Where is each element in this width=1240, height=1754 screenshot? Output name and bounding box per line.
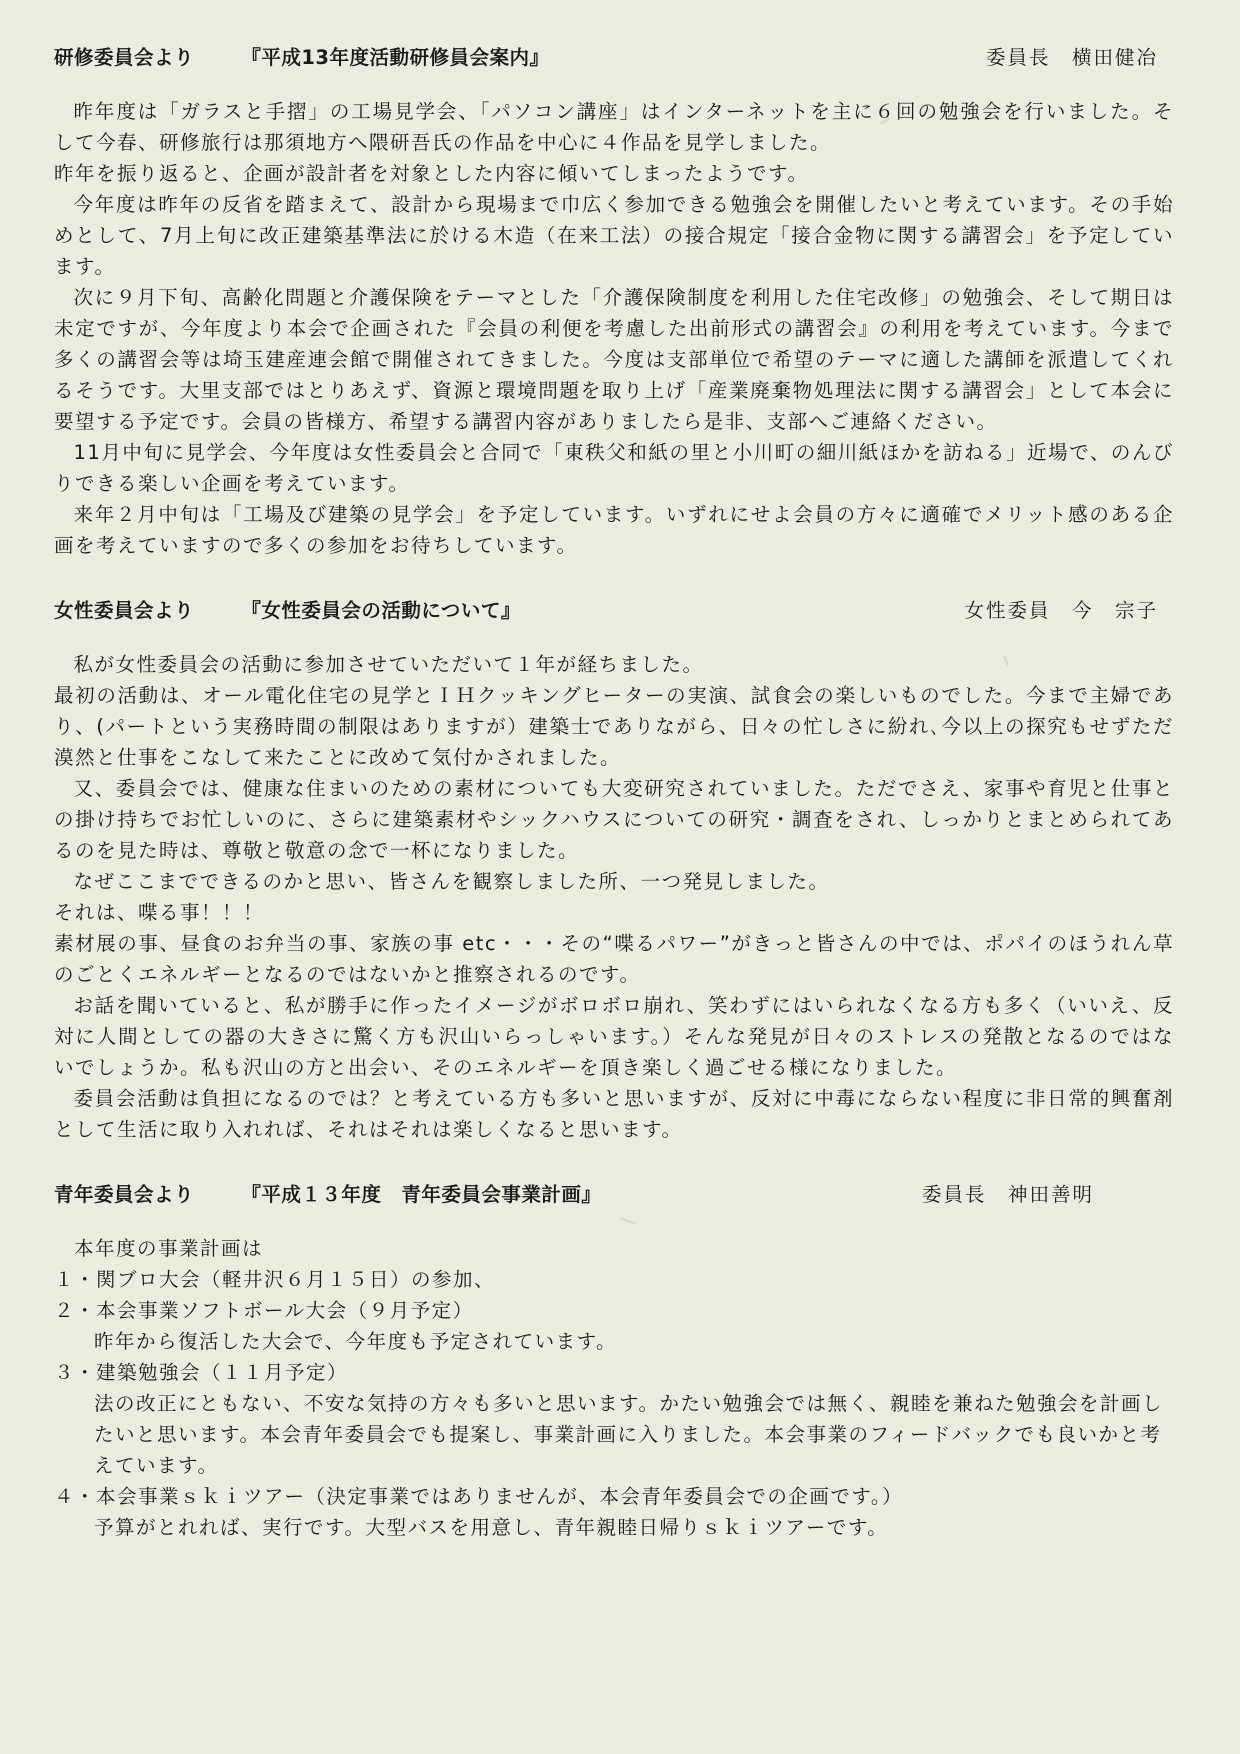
paragraph: 素材展の事、昼食のお弁当の事、家族の事 etc・・・その“喋るパワー”がきっと皆さんの中では、ポパイのほうれん草のごとくエネルギーとなるのではないかと推察されるのです。: [54, 932, 1174, 986]
section-header: [54, 42, 1174, 70]
committee-name: 女性委員会より: [54, 599, 195, 622]
plan-item-title: ３・建築勉強会（１１月予定）: [54, 1361, 349, 1384]
paragraph: 又、委員会では、健康な住まいのための素材についても大変研究されていました。ただでさえ、家事や育児と仕事との掛け持ちでお忙しいのに、さらに建築素材やシックハウスについての研究・調査をされ、しっかりとまとめられてあるのを見た時は、尊敬と敬意の念で一杯になりました。: [54, 777, 1174, 862]
section-author: 委員長 横田健冶: [985, 46, 1158, 69]
plan-item-title: ２・本会事業ソフトボール大会（９月予定）: [54, 1299, 474, 1322]
plan-item-title: １・関ブロ大会（軽井沢６月１５日）の参加、: [54, 1268, 496, 1291]
paragraph: なぜここまでできるのかと思い、皆さんを観察しました所、一つ発見しました。: [73, 870, 830, 893]
plan-item: [54, 1481, 1174, 1543]
plan-list: [54, 1264, 1174, 1543]
section-author: 委員長 神田善明: [921, 1183, 1094, 1206]
paragraph: 昨年を振り返ると、企画が設計者を対象とした内容に傾いてしまったようです。: [54, 162, 809, 185]
section-women-committee: [54, 595, 1174, 1145]
paragraph: 昨年度は「ガラスと手摺」の工場見学会、「パソコン講座」はインターネットを主に６回の勉強会を行いました。そして今春、研修旅行は那須地方へ隈研吾氏の作品を中心に４作品を見学しました。: [54, 100, 1174, 154]
plan-item: [54, 1295, 1174, 1357]
section-author: 女性委員 今 宗子: [964, 599, 1158, 622]
paragraph: 11月中旬に見学会、今年度は女性委員会と合同で「東秩父和紙の里と小川町の細川紙ほかを訪ねる」近場で、のんびりできる楽しい企画を考えています。: [54, 441, 1174, 495]
plan-intro: 本年度の事業計画は: [74, 1237, 264, 1260]
committee-name: 青年委員会より: [54, 1183, 195, 1206]
section-title: 『平成13年度活動研修員会案内』: [241, 46, 550, 69]
committee-name: 研修委員会より: [54, 46, 195, 69]
section-title: 『平成１３年度 青年委員会事業計画』: [241, 1183, 602, 1206]
section-header: [54, 1179, 1174, 1207]
plan-item-title: ４・本会事業ｓｋｉツアー（決定事業ではありませんが、本会青年委員会での企画です。）: [54, 1485, 904, 1508]
plan-item-detail: 予算がとれれば、実行です。大型バスを用意し、青年親睦日帰りｓｋｉツアーです。: [94, 1516, 889, 1539]
plan-item-detail: 法の改正にともない、不安な気持の方々も多いと思います。かたい勉強会では無く、親睦を兼ねた勉強会を計画したいと思います。本会青年委員会でも提案し、事業計画に入りました。本会事業のフィードバックでも良いかと考えています。: [94, 1392, 1164, 1477]
paragraph: 次に９月下旬、高齢化問題と介護保険をテーマとした「介護保険制度を利用した住宅改修」の勉強会、そして期日は未定ですが、今年度より本会で企画された『会員の利便を考慮した出前形式の講習会』の利用を考えています。今まで多くの講習会等は埼玉建産連会館で開催されてきました。今度は支部単位で希望のテーマに適した講師を派遣してくれるそうです。大里支部ではとりあえず、資源と環境問題を取り上げ「産業廃棄物処理法に関する講習会」として本会に要望する予定です。会員の皆様方、希望する講習内容がありましたら是非、支部へご連絡ください。: [54, 286, 1174, 433]
paragraph: それは、喋る事！！！: [54, 901, 265, 924]
paragraph: 最初の活動は、オール電化住宅の見学とＩＨクッキングヒーターの実演、試食会の楽しいものでした。今まで主婦であり、(パートという実務時間の制限はありますが）建築士でありながら、日々の忙しさに紛れ､今以上の探究もせずただ漠然と仕事をこなして来たことに改めて気付かされました。: [54, 684, 1174, 769]
paragraph: 私が女性委員会の活動に参加させていただいて１年が経ちました。: [73, 653, 704, 676]
paragraph: 委員会活動は負担になるのでは？と考えている方も多いと思いますが、反対に中毒にならない程度に非日常的興奮剤として生活に取り入れれば、それはそれは楽しくなると思います。: [54, 1087, 1174, 1141]
section-title: 『女性委員会の活動について』: [241, 599, 521, 622]
paragraph: お話を聞いていると、私が勝手に作ったイメージがボロボロ崩れ、笑わずにはいられなくなる方も多く（いいえ、反対に人間としての器の大きさに驚く方も沢山いらっしゃいます。）そんな発見が日々のストレスの発散となるのではないでしょうか。私も沢山の方と出会い、そのエネルギーを頂き楽しく過ごせる様になりました。: [54, 994, 1174, 1079]
section-youth-committee: [54, 1179, 1174, 1543]
plan-item-detail: 昨年から復活した大会で、今年度も予定されています。: [94, 1330, 618, 1353]
section-header: [54, 595, 1174, 623]
document-page: [54, 42, 1174, 1577]
paragraph: 今年度は昨年の反省を踏まえて、設計から現場まで巾広く参加できる勉強会を開催したいと考えています。その手始めとして、7月上旬に改正建築基準法に於ける木造（在来工法）の接合規定「接合金物に関する講習会」を予定しています。: [54, 193, 1174, 278]
section-training-committee: [54, 42, 1174, 561]
plan-item: [54, 1357, 1174, 1481]
plan-item: [54, 1264, 1174, 1295]
paragraph: 来年２月中旬は「工場及び建築の見学会」を予定しています。いずれにせよ会員の方々に適確でメリット感のある企画を考えていますので多くの参加をお待ちしています。: [54, 503, 1174, 557]
